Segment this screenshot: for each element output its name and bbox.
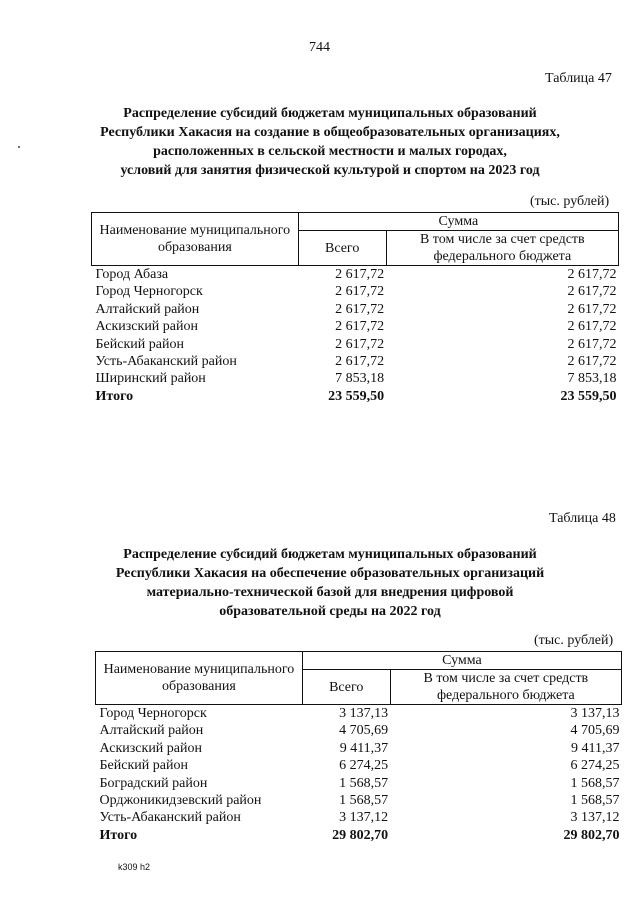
row-total: 3 137,13 xyxy=(339,706,389,721)
table-48-label: Таблица 48 xyxy=(549,511,616,526)
row-federal: 1 568,57 xyxy=(570,793,620,809)
row-federal: 3 137,12 xyxy=(570,810,620,826)
row-total: 2 617,72 xyxy=(335,301,385,317)
row-name: Усть-Абаканский район xyxy=(99,810,241,826)
total-federal: 29 802,70 xyxy=(563,827,620,843)
table-row xyxy=(92,336,619,353)
title-line: Республики Хакасия на создание в общеобразовательных организациях, xyxy=(100,125,560,140)
title-line: Республики Хакасия на обеспечение образовательных организаций xyxy=(115,566,545,581)
row-total: 4 705,69 xyxy=(339,723,389,739)
table-row xyxy=(92,318,619,335)
row-total: 7 853,18 xyxy=(335,371,385,387)
row-total: 6 274,25 xyxy=(339,758,389,774)
table-row xyxy=(96,722,622,739)
table-row xyxy=(92,283,619,300)
table-47-unit: (тыс. рублей) xyxy=(530,194,610,209)
header-total: Всего xyxy=(298,231,386,266)
table-row xyxy=(92,266,619,284)
row-federal: 4 705,69 xyxy=(570,723,620,739)
row-name: Боградский район xyxy=(99,775,208,791)
total-value: 23 559,50 xyxy=(328,388,385,404)
row-federal: 2 617,72 xyxy=(567,319,617,335)
row-total: 3 137,12 xyxy=(339,810,389,826)
row-name: Орджоникидзевский район xyxy=(99,793,262,809)
title-line: материально-технической базой для внедрения цифровой xyxy=(146,585,514,600)
row-total: 1 568,57 xyxy=(339,793,389,809)
row-total: 2 617,72 xyxy=(335,354,385,370)
table-48-title xyxy=(80,545,580,621)
table-row xyxy=(96,775,622,792)
row-name: Город Черногорск xyxy=(95,284,203,300)
header-total: Всего xyxy=(302,670,390,705)
table-row xyxy=(96,809,622,826)
row-name: Город Абаза xyxy=(95,267,169,282)
table-48 xyxy=(95,651,622,844)
row-name: Алтайский район xyxy=(95,301,200,317)
row-federal: 3 137,13 xyxy=(570,706,620,721)
table-row xyxy=(92,301,619,318)
table-row xyxy=(96,792,622,809)
row-name: Ширинский район xyxy=(95,371,206,387)
table-47-title xyxy=(80,104,580,180)
title-line: образовательной среды на 2022 год xyxy=(219,604,441,619)
row-total: 2 617,72 xyxy=(335,284,385,300)
table-total-row xyxy=(92,388,619,405)
header-federal: В том числе за счет средств федерального бюджета xyxy=(386,231,618,266)
row-total: 9 411,37 xyxy=(339,740,389,756)
row-federal: 7 853,18 xyxy=(567,371,617,387)
row-name: Усть-Абаканский район xyxy=(95,354,237,370)
table-48-unit: (тыс. рублей) xyxy=(534,633,614,648)
table-row xyxy=(92,353,619,370)
row-federal: 2 617,72 xyxy=(567,267,617,282)
row-name: Аскизский район xyxy=(95,319,198,335)
row-federal: 2 617,72 xyxy=(567,336,617,352)
header-sum: Сумма xyxy=(298,213,618,231)
table-row xyxy=(96,757,622,774)
title-line: Распределение субсидий бюджетам муниципальных образований xyxy=(123,106,537,121)
row-federal: 1 568,57 xyxy=(570,775,620,791)
table-row xyxy=(92,370,619,387)
row-federal: 9 411,37 xyxy=(571,740,620,756)
row-federal: 2 617,72 xyxy=(567,354,617,370)
total-label: Итого xyxy=(99,827,138,843)
row-federal: 2 617,72 xyxy=(567,284,617,300)
title-line: Распределение субсидий бюджетам муниципальных образований xyxy=(123,547,537,562)
header-name: Наименование муниципального образования xyxy=(96,652,303,705)
row-name: Аскизский район xyxy=(99,740,202,756)
table-row xyxy=(96,740,622,757)
table-47-label: Таблица 47 xyxy=(545,71,612,86)
header-federal: В том числе за счет средств федерального бюджета xyxy=(390,670,621,705)
row-federal: 6 274,25 xyxy=(570,758,620,774)
table-47 xyxy=(91,212,619,405)
row-total: 1 568,57 xyxy=(339,775,389,791)
total-label: Итого xyxy=(95,388,134,404)
row-total: 2 617,72 xyxy=(335,319,385,335)
row-total: 2 617,72 xyxy=(335,336,385,352)
row-federal: 2 617,72 xyxy=(567,301,617,317)
table-total-row xyxy=(96,827,622,844)
header-name: Наименование муниципального образования xyxy=(92,213,299,266)
page-number: 744 xyxy=(309,40,330,55)
footer-code: k309 h2 xyxy=(118,862,151,872)
row-name: Бейский район xyxy=(95,336,184,352)
row-name: Город Черногорск xyxy=(99,706,207,721)
row-name: Алтайский район xyxy=(99,723,204,739)
title-line: расположенных в сельской местности и малых городах, xyxy=(153,144,507,159)
scan-speck xyxy=(18,146,20,148)
header-sum: Сумма xyxy=(302,652,621,670)
total-value: 29 802,70 xyxy=(332,827,389,843)
row-name: Бейский район xyxy=(99,758,188,774)
total-federal: 23 559,50 xyxy=(560,388,617,404)
row-total: 2 617,72 xyxy=(335,267,385,282)
title-line: условий для занятия физической культурой и спортом на 2023 год xyxy=(120,163,540,178)
table-row xyxy=(96,705,622,723)
